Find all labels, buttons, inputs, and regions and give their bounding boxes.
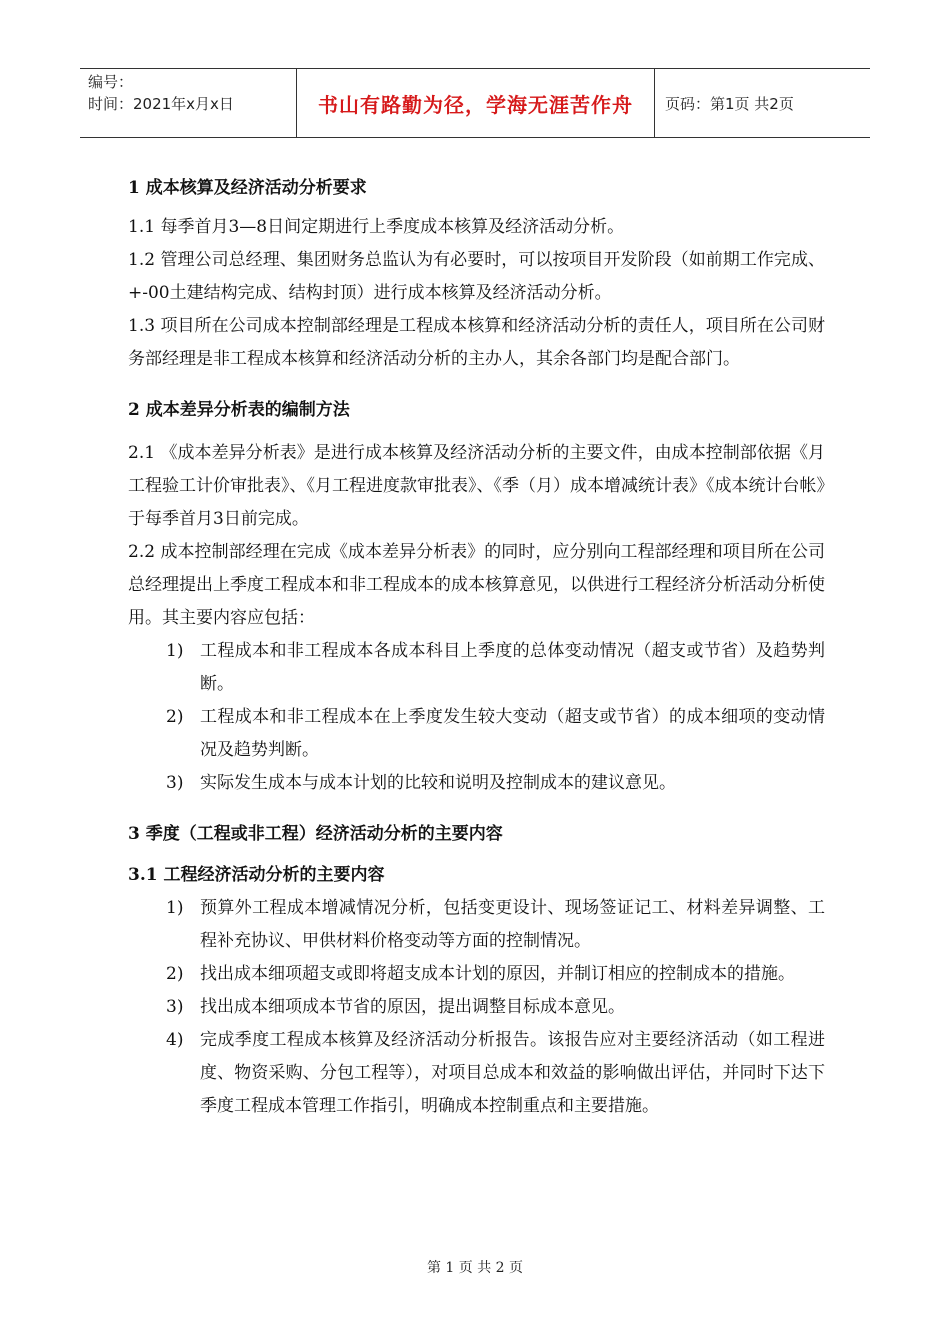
- paragraph-2-1: 2.1 《成本差异分析表》是进行成本核算及经济活动分析的主要文件，由成本控制部依据《月工程验工计价审批表》、《月工程进度款审批表》、《季（月）成本增减统计表》《成本统计台帐》于每季首月3日前完成。: [128, 443, 825, 529]
- paragraph-1-3: 1.3 项目所在公司成本控制部经理是工程成本核算和经济活动分析的责任人，项目所在公司财务部经理是非工程成本核算和经济活动分析的主办人，其余各部门均是配合部门。: [128, 316, 825, 369]
- list-item-text: 找出成本细项超支或即将超支成本计划的原因，并制订相应的控制成本的措施。: [200, 964, 795, 984]
- list-item-text: 找出成本细项成本节省的原因，提出调整目标成本意见。: [200, 997, 625, 1017]
- section-3-title: 3 季度（工程或非工程）经济活动分析的主要内容: [128, 824, 503, 844]
- header-motto: 书山有路勤为径，学海无涯苦作舟: [296, 69, 655, 137]
- list-item-number: 4): [166, 1030, 184, 1050]
- section-3-1-title: 3.1 工程经济活动分析的主要内容: [128, 865, 385, 885]
- section-1-title: 1 成本核算及经济活动分析要求: [128, 178, 367, 198]
- list-item-number: 3): [166, 997, 184, 1017]
- list-item: [128, 958, 825, 991]
- list-item-number: 2): [166, 964, 184, 984]
- list-item-number: 2): [166, 707, 184, 727]
- paragraph-1-1: 1.1 每季首月3—8日间定期进行上季度成本核算及经济活动分析。: [128, 217, 625, 237]
- document-body: [128, 172, 825, 1123]
- list-item-number: 1): [166, 641, 184, 661]
- paragraph-2-2: 2.2 成本控制部经理在完成《成本差异分析表》的同时，应分别向工程部经理和项目所在公司总经理提出上季度工程成本和非工程成本的成本核算意见，以供进行工程经济分析活动分析使用。其主要内容应包括：: [128, 542, 825, 628]
- list-item: [128, 767, 825, 800]
- list-item-text: 完成季度工程成本核算及经济活动分析报告。该报告应对主要经济活动（如工程进度、物资采购、分包工程等），对项目总成本和效益的影响做出评估，并同时下达下季度工程成本管理工作指引，明确成本控制重点和主要措施。: [200, 1030, 825, 1116]
- list-item: [128, 701, 825, 767]
- header-table: [80, 68, 870, 138]
- list-item: [128, 892, 825, 958]
- page-footer: 第 1 页 共 2 页: [426, 1260, 524, 1276]
- list-item-text: 预算外工程成本增减情况分析，包括变更设计、现场签证记工、材料差异调整、工程补充协议、甲供材料价格变动等方面的控制情况。: [200, 898, 825, 951]
- list-item: [128, 991, 825, 1024]
- header-meta: [80, 69, 296, 137]
- list-item-number: 1): [166, 898, 184, 918]
- doc-time-label: 时间：2021年x月x日: [88, 95, 234, 113]
- header-page-info: 页码：第1页 共2页: [665, 94, 794, 113]
- list-item: [128, 635, 825, 701]
- list-item-number: 3): [166, 773, 184, 793]
- paragraph-1-2: 1.2 管理公司总经理、集团财务总监认为有必要时，可以按项目开发阶段（如前期工作完成、+-00土建结构完成、结构封顶）进行成本核算及经济活动分析。: [128, 250, 825, 303]
- section-2-title: 2 成本差异分析表的编制方法: [128, 400, 350, 420]
- list-item-text: 实际发生成本与成本计划的比较和说明及控制成本的建议意见。: [200, 773, 676, 793]
- list-item-text: 工程成本和非工程成本各成本科目上季度的总体变动情况（超支或节省）及趋势判断。: [200, 641, 825, 694]
- doc-number-label: 编号：: [88, 73, 134, 91]
- list-item-text: 工程成本和非工程成本在上季度发生较大变动（超支或节省）的成本细项的变动情况及趋势判断。: [200, 707, 825, 760]
- list-item: [128, 1024, 825, 1123]
